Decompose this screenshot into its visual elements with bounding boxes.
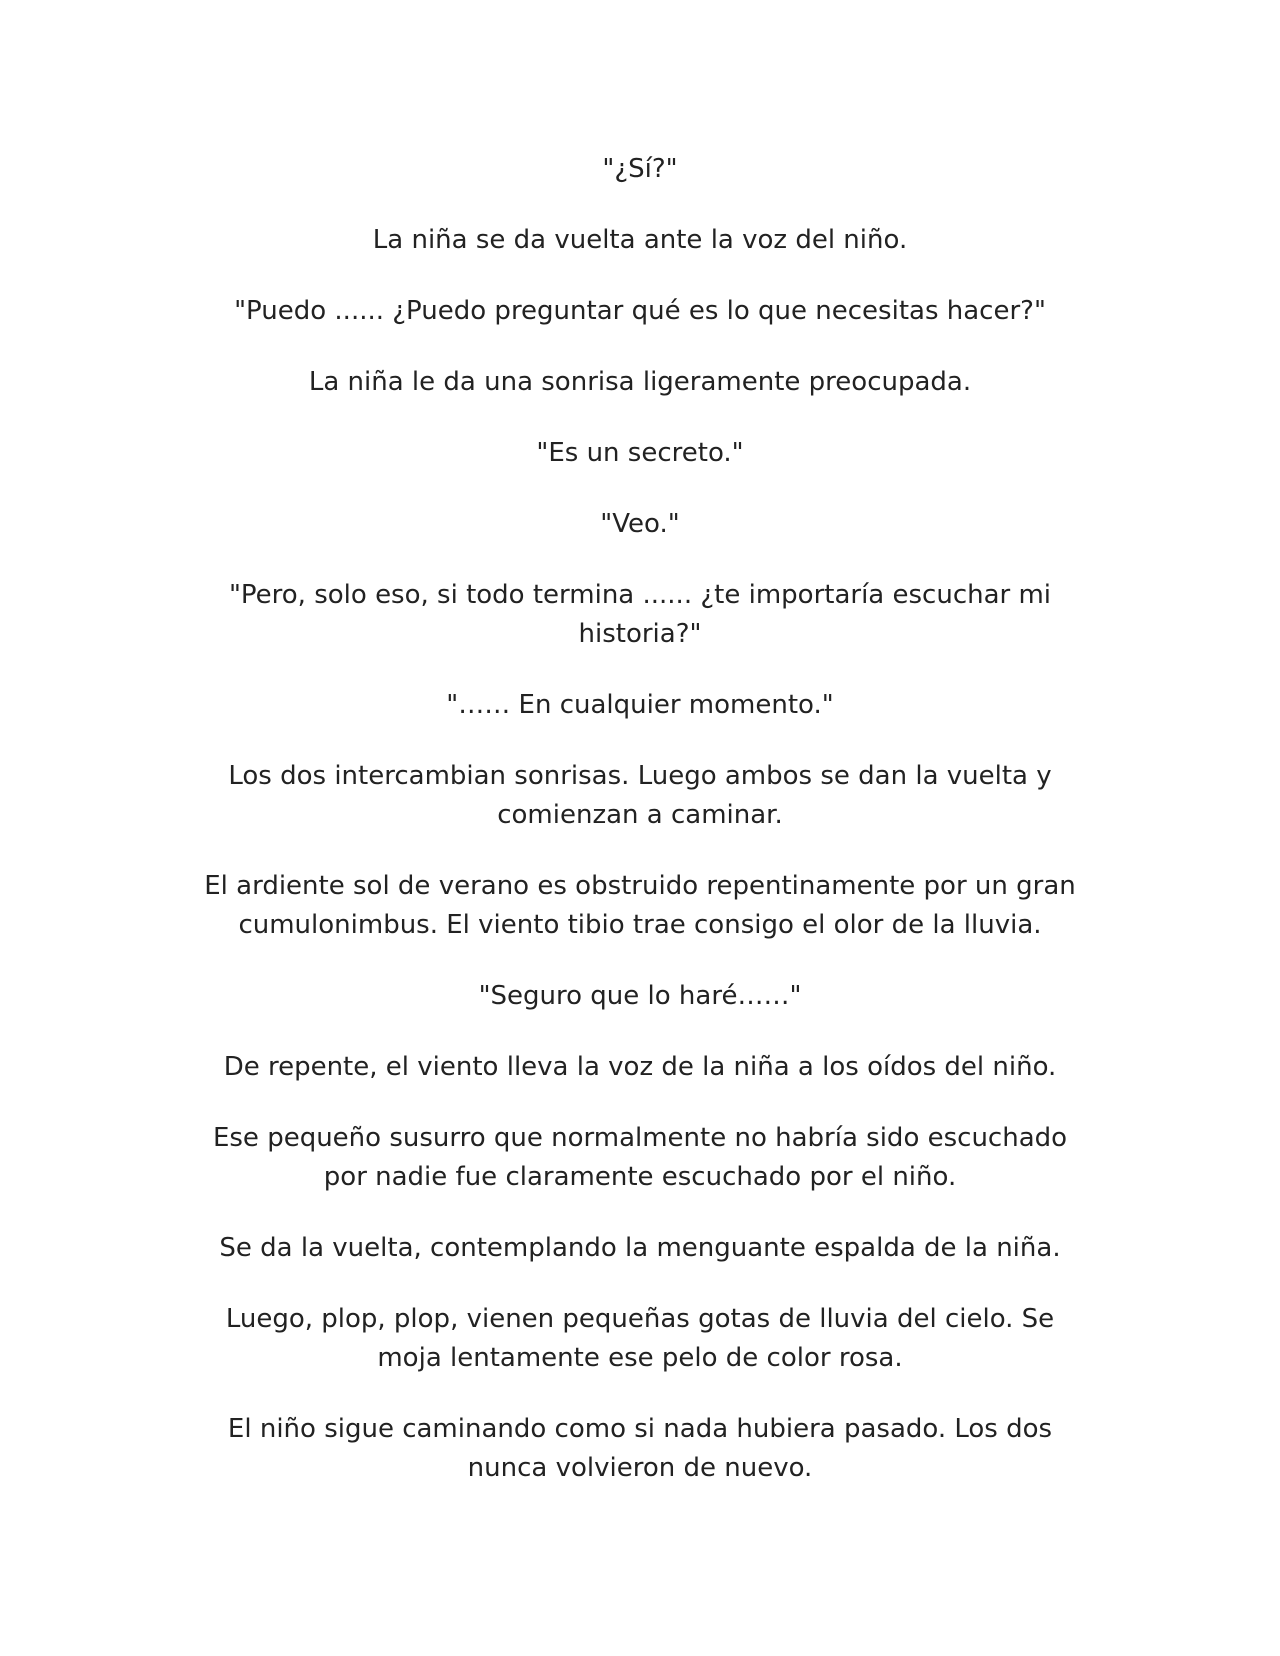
paragraph: "Veo." (600, 509, 680, 539)
story-text (190, 150, 1090, 1520)
paragraph: "Pero, solo eso, si todo termina ...... ¿te importaría escuchar mi historia?" (228, 580, 1052, 649)
paragraph: Luego, plop, plop, vienen pequeñas gotas de lluvia del cielo. Se moja lentamente ese pelo de color rosa. (225, 1304, 1055, 1373)
paragraph: La niña le da una sonrisa ligeramente preocupada. (308, 367, 972, 397)
paragraph: "Puedo ...... ¿Puedo preguntar qué es lo que necesitas hacer?" (234, 296, 1046, 326)
paragraph: "Seguro que lo haré……" (478, 981, 802, 1011)
paragraph: El niño sigue caminando como si nada hubiera pasado. Los dos nunca volvieron de nuevo. (227, 1414, 1053, 1483)
paragraph: Ese pequeño susurro que normalmente no habría sido escuchado por nadie fue claramente escuchado por el niño. (212, 1123, 1068, 1192)
paragraph: "¿Sí?" (602, 154, 678, 184)
paragraph: Los dos intercambian sonrisas. Luego ambos se dan la vuelta y comienzan a caminar. (228, 761, 1052, 830)
paragraph: "Es un secreto." (536, 438, 744, 468)
paragraph: De repente, el viento lleva la voz de la niña a los oídos del niño. (223, 1052, 1057, 1082)
paragraph: La niña se da vuelta ante la voz del niño. (372, 225, 908, 255)
paragraph: Se da la vuelta, contemplando la menguante espalda de la niña. (219, 1233, 1061, 1263)
paragraph: "…… En cualquier momento." (446, 690, 834, 720)
paragraph: El ardiente sol de verano es obstruido repentinamente por un gran cumulonimbus. El viento tibio trae consigo el olor de la lluvia. (204, 871, 1076, 940)
